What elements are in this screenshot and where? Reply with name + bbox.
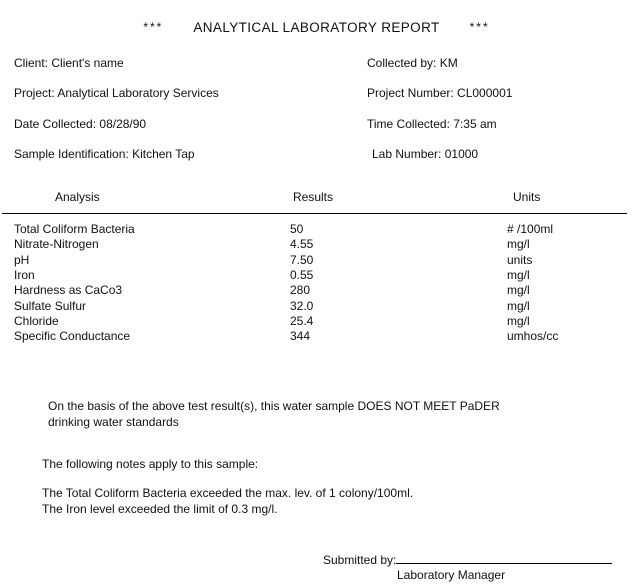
project-label: Project: — [14, 86, 55, 101]
time-collected-field — [367, 117, 497, 131]
date-collected-field — [14, 117, 146, 131]
collected-by-value: KM — [439, 56, 458, 70]
analysis-cell: Iron — [14, 268, 35, 283]
date-collected-value: 08/28/90 — [99, 116, 147, 131]
units-cell: units — [507, 252, 533, 267]
info-row-client — [0, 56, 633, 86]
notes-header: The following notes apply to this sample: — [42, 457, 259, 471]
results-table-header — [0, 190, 633, 204]
title-stars-left: *** — [143, 20, 164, 34]
results-table-body — [0, 222, 633, 345]
result-cell: 25.4 — [290, 314, 314, 329]
result-cell: 50 — [290, 222, 304, 236]
results-table — [0, 190, 633, 345]
signature-block — [323, 551, 612, 567]
project-field — [14, 86, 219, 100]
project-number-label: Project Number: — [367, 86, 454, 101]
project-number-field — [367, 86, 512, 100]
analysis-cell: Specific Conductance — [14, 329, 131, 344]
analysis-cell: Total Coliform Bacteria — [14, 222, 135, 236]
result-cell: 4.55 — [290, 237, 314, 252]
lab-number-label: Lab Number: — [372, 147, 442, 162]
info-row-date — [0, 117, 633, 147]
project-number-value: CL000001 — [457, 86, 513, 101]
result-cell: 0.55 — [290, 268, 314, 283]
conclusion-line-1: On the basis of the above test result(s), this water sample DOES NOT MEET PaDER — [48, 399, 500, 413]
result-cell: 7.50 — [290, 252, 314, 267]
project-value: Analytical Laboratory Services — [57, 86, 219, 101]
table-row — [0, 283, 633, 298]
units-cell: # /100ml — [507, 222, 554, 236]
analysis-cell: pH — [14, 252, 30, 267]
report-title-row — [0, 20, 633, 35]
report-info-block — [0, 56, 633, 178]
note-item: The Iron level exceeded the limit of 0.3 mg/l. — [42, 501, 278, 516]
signature-line — [396, 551, 612, 564]
sample-id-value: Kitchen Tap — [132, 147, 195, 162]
client-field — [14, 56, 124, 70]
result-cell: 32.0 — [290, 298, 314, 313]
notes-list — [42, 486, 413, 517]
table-row — [0, 299, 633, 314]
units-cell: mg/l — [507, 237, 530, 252]
client-label: Client: — [14, 56, 49, 70]
units-cell: mg/l — [507, 268, 530, 283]
table-row — [0, 314, 633, 329]
header-divider-rule — [2, 213, 627, 214]
lab-number-field — [372, 147, 478, 161]
title-stars-right: *** — [469, 20, 490, 34]
column-header-results: Results — [293, 190, 334, 204]
column-header-units: Units — [513, 190, 541, 204]
lab-number-value: 01000 — [444, 147, 479, 162]
collected-by-field — [367, 56, 458, 70]
client-value: Client's name — [51, 56, 124, 70]
conclusion-paragraph — [48, 398, 500, 430]
table-row — [0, 329, 633, 344]
conclusion-line-2: drinking water standards — [48, 415, 179, 429]
table-row — [0, 237, 633, 252]
table-row — [0, 222, 633, 237]
result-cell: 344 — [290, 329, 311, 344]
column-header-analysis: Analysis — [55, 190, 100, 204]
signature-role: Laboratory Manager — [397, 568, 506, 582]
analysis-cell: Sulfate Sulfur — [14, 298, 87, 313]
page-title: ANALYTICAL LABORATORY REPORT — [193, 20, 440, 35]
time-collected-value: 7:35 am — [453, 116, 497, 131]
table-row — [0, 253, 633, 268]
units-cell: mg/l — [507, 283, 530, 298]
note-item: The Total Coliform Bacteria exceeded the max. lev. of 1 colony/100ml. — [42, 486, 414, 500]
sample-id-field — [14, 147, 195, 161]
sample-id-label: Sample Identification: — [14, 147, 129, 162]
date-collected-label: Date Collected: — [14, 116, 97, 131]
units-cell: mg/l — [507, 314, 530, 329]
result-cell: 280 — [290, 283, 311, 298]
table-row — [0, 268, 633, 283]
time-collected-label: Time Collected: — [367, 116, 450, 131]
units-cell: umhos/cc — [507, 329, 559, 344]
collected-by-label: Collected by: — [367, 56, 437, 70]
info-row-project — [0, 86, 633, 116]
info-row-sample — [0, 147, 633, 177]
submitted-by-label: Submitted by: — [323, 553, 397, 567]
analysis-cell: Chloride — [14, 314, 59, 329]
analysis-cell: Hardness as CaCo3 — [14, 283, 123, 298]
units-cell: mg/l — [507, 298, 530, 313]
analysis-cell: Nitrate-Nitrogen — [14, 237, 99, 252]
